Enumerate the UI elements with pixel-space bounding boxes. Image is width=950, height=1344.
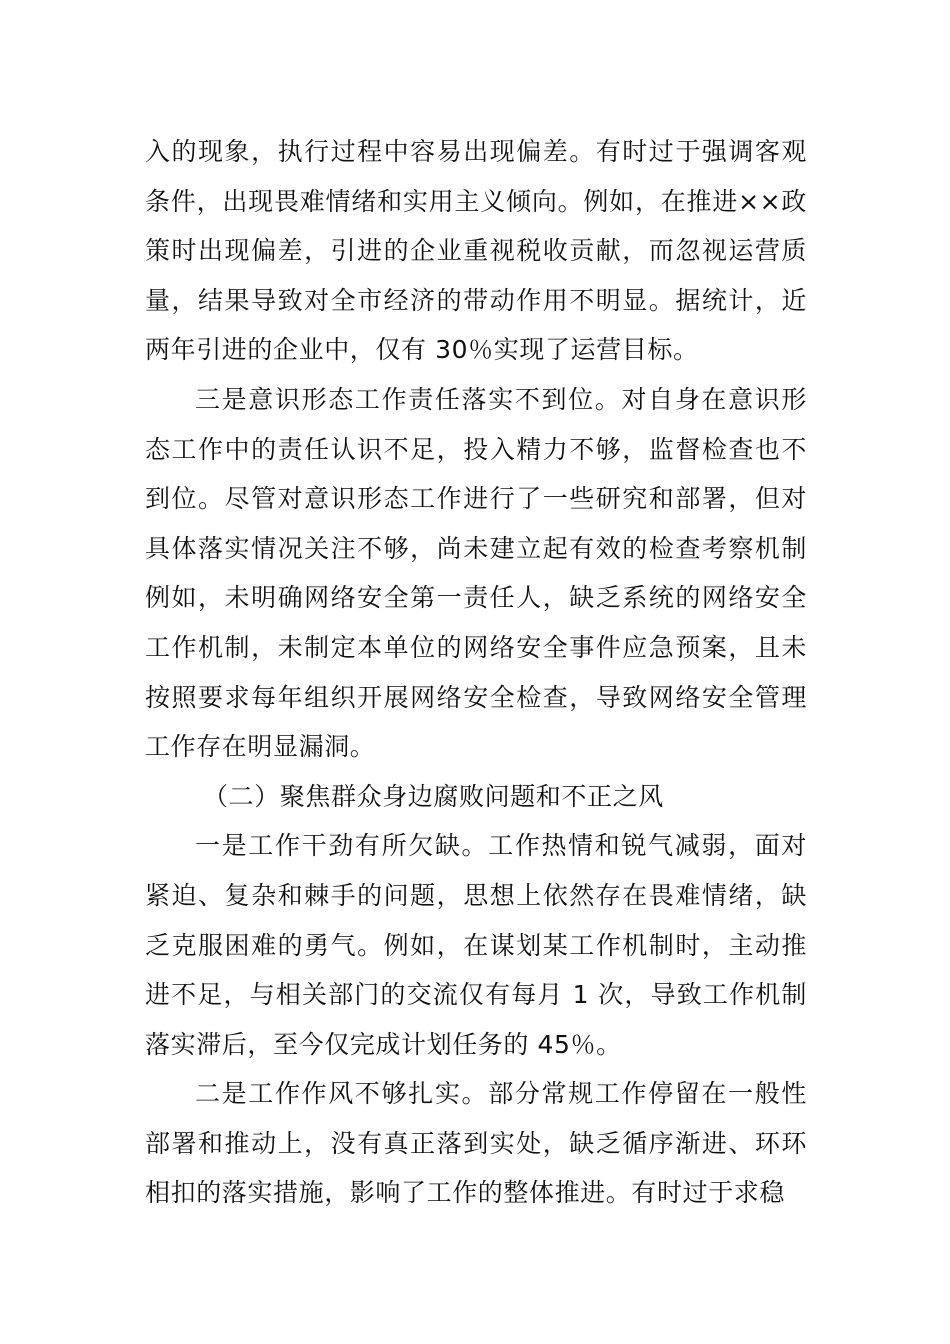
paragraph-work-style: 二是工作作风不够扎实。部分常规工作停留在一般性部署和推动上，没有真正落到实处，缺乏循序渐进、环环相扣的落实措施，影响了工作的整体推进。有时过于求稳 [145, 1079, 807, 1208]
paragraph-work-drive: 一是工作干劲有所欠缺。工作热情和锐气减弱，面对紧迫、复杂和棘手的问题，思想上依然存在畏难情绪，缺乏克服困难的勇气。例如，在谋划某工作机制时，主动推进不足，与相关部门的交流仅有每月 1 次，导致工作机制落实滞后，至今仅完成计划任务的 45％。 [145, 831, 807, 1059]
document-body [145, 127, 807, 1218]
paragraph-ideology-responsibility: 三是意识形态工作责任落实不到位。对自身在意识形态工作中的责任认识不足，投入精力不够，监督检查也不到位。尽管对意识形态工作进行了一些研究和部署，但对具体落实情况关注不够，尚未建立起有效的检查考察机制例如，未明确网络安全第一责任人，缺乏系统的网络安全工作机制，未制定本单位的网络安全事件应急预案，且未按照要求每年组织开展网络安全检查，导致网络安全管理工作存在明显漏洞。 [145, 384, 807, 762]
section-heading: （二）聚焦群众身边腐败问题和不正之风 [203, 781, 664, 811]
paragraph-continued: 入的现象，执行过程中容易出现偏差。有时过于强调客观条件，出现畏难情绪和实用主义倾向。例如，在推进××政策时出现偏差，引进的企业重视税收贡献，而忽视运营质量，结果导致对全市经济的带动作用不明显。据统计，近两年引进的企业中，仅有 30％实现了运营目标。 [145, 137, 807, 365]
